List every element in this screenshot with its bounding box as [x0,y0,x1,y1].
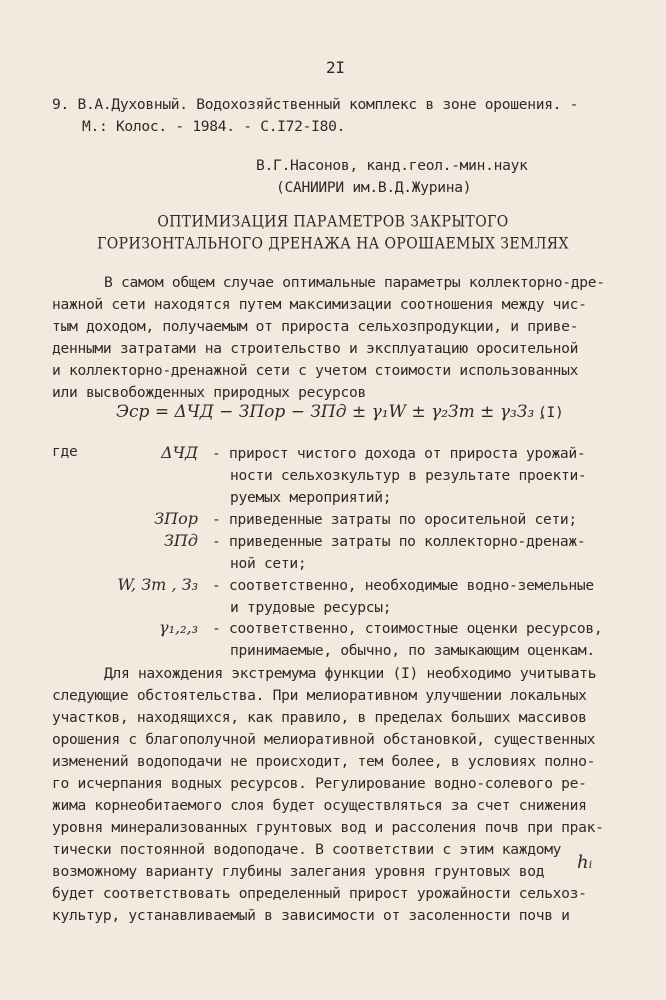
where-label: где [52,443,78,460]
body-line: культур, устанавливаемый в зависимости от засоленности почв и [52,907,570,924]
body-line: жима корнеобитаемого слоя будет осуществляться за счет снижения [52,797,587,814]
intro-line: денными затратами на строительство и эксплуатацию оросительной [52,340,579,357]
title-line-2: ГОРИЗОНТАЛЬНОГО ДРЕНАЖА НА ОРОШАЕМЫХ ЗЕМЛЯХ [97,235,569,253]
definition-symbol: W, Зт , З₃ [117,575,198,594]
intro-line: тым доходом, получаемым от прироста сельхозпродукции, и приве- [52,318,579,335]
definition-symbol: γ₁,₂,₃ [159,618,198,637]
definition-line: руемых мероприятий; [230,489,392,506]
definition-line: - соответственно, необходимые водно-земельные [212,577,594,594]
body-line: изменений водоподачи не происходит, тем более, в условиях полно- [52,753,596,770]
reference-line-1: 9. В.А.Духовный. Водохозяйственный комплекс в зоне орошения. - [52,96,579,113]
page-number: 2I [326,58,345,77]
intro-line: и коллекторно-дренажной сети с учетом стоимости использованных [52,362,579,379]
definition-line: ности сельхозкультур в результате проекти- [230,467,587,484]
title-line-1: ОПТИМИЗАЦИЯ ПАРАМЕТРОВ ЗАКРЫТОГО [157,213,509,231]
body-line: Для нахождения экстремума функции (I) необходимо учитывать [104,665,597,682]
body-line: орошения с благополучной мелиоративной обстановкой, существенных [52,731,596,748]
definition-symbol: ЗПд [163,531,198,550]
reference-line-2: М.: Колос. - 1984. - С.I72-I80. [82,118,346,135]
body-line: возможному варианту глубины залегания уровня грунтовых вод [52,863,545,880]
definition-line: - приведенные затраты по коллекторно-дренаж- [212,533,586,550]
definition-symbol: ЗПор [154,509,198,528]
author-affiliation: (САНИИРИ им.В.Д.Журина) [276,179,472,196]
formula: Эср = ΔЧД − ЗПор − ЗПд ± γ₁W ± γ₂Зт ± γ₃З₃ , [116,402,546,422]
intro-line: В самом общем случае оптимальные параметры коллекторно-дре- [104,274,605,291]
body-line: будет соответствовать определенный прирост урожайности сельхоз- [52,885,587,902]
definition-line: - соответственно, стоимостные оценки ресурсов, [212,620,603,637]
body-line: уровня минерализованных грунтовых вод и рассоления почв при прак- [52,819,604,836]
body-line: тически постоянной водоподаче. В соответствии с этим каждому [52,841,562,858]
definition-line: принимаемые, обычно, по замыкающим оценкам. [230,642,595,659]
body-line: следующие обстоятельства. При мелиоративном улучшении локальных [52,687,587,704]
intro-line: нажной сети находятся путем максимизации соотношения между чис- [52,296,587,313]
body-line: го исчерпания водных ресурсов. Регулирование водно-солевого ре- [52,775,587,792]
author-name: В.Г.Насонов, канд.геол.-мин.наук [256,157,528,174]
definition-symbol: ΔЧД [161,443,198,462]
definition-line: и трудовые ресурсы; [230,599,392,616]
handwritten-symbol: hᵢ [577,852,593,873]
definition-line: - прирост чистого дохода от прироста урожай- [212,445,586,462]
equation-number: (I) [538,404,564,421]
intro-line: или высвобожденных природных ресурсов [52,384,366,401]
body-line: участков, находящихся, как правило, в пределах больших массивов [52,709,587,726]
definition-line: ной сети; [230,555,307,572]
definition-line: - приведенные затраты по оросительной сети; [212,511,577,528]
